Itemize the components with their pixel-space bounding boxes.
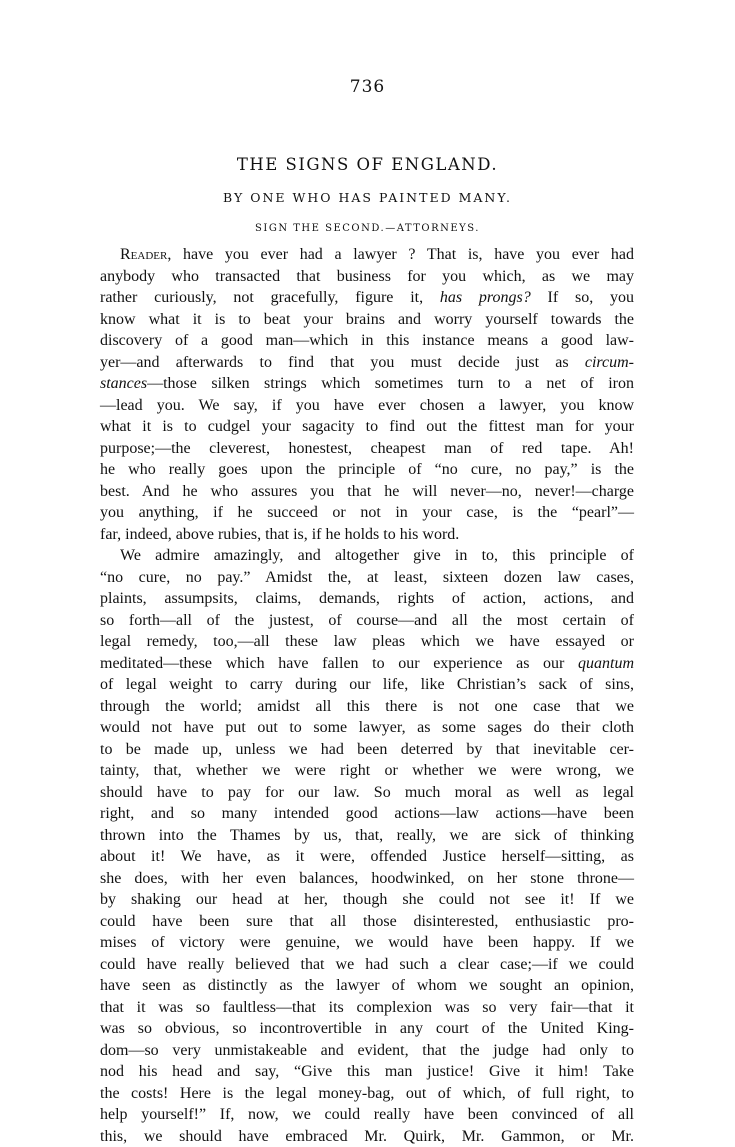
text-line: plaints, assumpsits, claims, demands, rights of action, actions, and bbox=[100, 588, 634, 610]
text-line: to be made up, unless we had been deterred by that inevitable cer- bbox=[100, 739, 634, 761]
text-line: the costs! Here is the legal money-bag, out of which, of full right, to bbox=[100, 1083, 634, 1105]
text-line: far, indeed, above rubies, that is, if he holds to his word. bbox=[100, 524, 634, 546]
text-line: through the world; amidst all this there is not one case that we bbox=[100, 696, 634, 718]
text-line: nod his head and say, “Give this man justice! Give it him! Take bbox=[100, 1061, 634, 1083]
text-line: about it! We have, as it were, offended Justice herself—sitting, as bbox=[100, 846, 634, 868]
page-number: 736 bbox=[0, 77, 735, 97]
text-line: by shaking our head at her, though she could not see it! If we bbox=[100, 889, 634, 911]
text-line: have seen as distinctly as the lawyer of whom we sought an opinion, bbox=[100, 975, 634, 997]
text-line: best. And he who assures you that he will never—no, never!—charge bbox=[100, 481, 634, 503]
text-line: —lead you. We say, if you have ever chosen a lawyer, you know bbox=[100, 395, 634, 417]
article-byline: BY ONE WHO HAS PAINTED MANY. bbox=[0, 190, 735, 205]
text-line: help yourself!” If, now, we could really have been convinced of all bbox=[100, 1104, 634, 1126]
text-line: this, we should have embraced Mr. Quirk, Mr. Gammon, or Mr. bbox=[100, 1126, 634, 1147]
text-line: could have been sure that all those disinterested, enthusiastic pro- bbox=[100, 911, 634, 933]
text-line: rather curiously, not gracefully, figure it, has prongs? If so, you bbox=[100, 287, 634, 309]
text-line: stances—those silken strings which sometimes turn to a net of iron bbox=[100, 373, 634, 395]
text-line: We admire amazingly, and altogether give in to, this principle of bbox=[100, 545, 634, 567]
text-line: you anything, if he succeed or not in your case, is the “pearl”— bbox=[100, 502, 634, 524]
text-line: would not have put out to some lawyer, as some sages do their cloth bbox=[100, 717, 634, 739]
text-line: anybody who transacted that business for you which, as we may bbox=[100, 266, 634, 288]
section-heading: SIGN THE SECOND.—ATTORNEYS. bbox=[0, 223, 735, 234]
text-line: meditated—these which have fallen to our experience as our quantum bbox=[100, 653, 634, 675]
text-line: yer—and afterwards to find that you must decide just as circum- bbox=[100, 352, 634, 374]
text-line: purpose;—the cleverest, honestest, cheapest man of red tape. Ah! bbox=[100, 438, 634, 460]
text-line: should have to pay for our law. So much moral as well as legal bbox=[100, 782, 634, 804]
paragraph-1 bbox=[100, 244, 634, 545]
text-line: was so obvious, so incontrovertible in any court of the United King- bbox=[100, 1018, 634, 1040]
article-body bbox=[100, 244, 634, 1147]
text-line: discovery of a good man—which in this instance means a good law- bbox=[100, 330, 634, 352]
text-line: of legal weight to carry during our life, like Christian’s sack of sins, bbox=[100, 674, 634, 696]
lead-word: Reader bbox=[120, 246, 167, 263]
text-line: he who really goes upon the principle of “no cure, no pay,” is the bbox=[100, 459, 634, 481]
text-line: tainty, that, whether we were right or whether we were wrong, we bbox=[100, 760, 634, 782]
text-line: “no cure, no pay.” Amidst the, at least, sixteen dozen law cases, bbox=[100, 567, 634, 589]
text-line: what it is to cudgel your sagacity to find out the fittest man for your bbox=[100, 416, 634, 438]
text-line: mises of victory were genuine, we would have been happy. If we bbox=[100, 932, 634, 954]
text-line: right, and so many intended good actions—law actions—have been bbox=[100, 803, 634, 825]
text-line: could have really believed that we had such a clear case;—if we could bbox=[100, 954, 634, 976]
text-line: she does, with her even balances, hoodwinked, on her stone throne— bbox=[100, 868, 634, 890]
article-title: THE SIGNS OF ENGLAND. bbox=[0, 155, 735, 174]
paragraph-2 bbox=[100, 545, 634, 1147]
text-line: thrown into the Thames by us, that, really, we are sick of thinking bbox=[100, 825, 634, 847]
text-line: know what it is to beat your brains and worry yourself towards the bbox=[100, 309, 634, 331]
text-line: dom—so very unmistakeable and evident, that the judge had only to bbox=[100, 1040, 634, 1062]
text-line: Reader, have you ever had a lawyer ? That is, have you ever had bbox=[100, 244, 634, 266]
text-line: so forth—all of the justest, of course—and all the most certain of bbox=[100, 610, 634, 632]
text-line: legal remedy, too,—all these law pleas which we have essayed or bbox=[100, 631, 634, 653]
text-line: that it was so faultless—that its complexion was so very fair—that it bbox=[100, 997, 634, 1019]
